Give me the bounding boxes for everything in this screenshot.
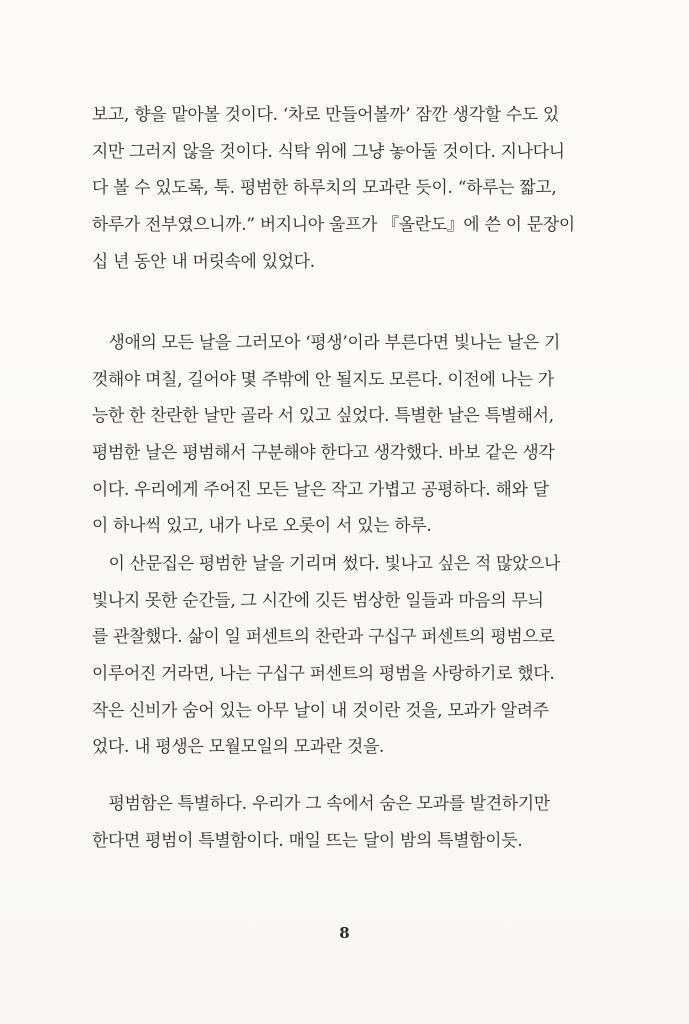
text-line: 하루가 전부였으니까.” 버지니아 울프가 『올란도』에 쓴 이 문장이 [92,214,575,235]
paragraph-3 [92,545,612,765]
text-line: 능한 한 찬란한 날만 골라 서 있고 싶었다. 특별한 날은 특별해서, [92,405,554,426]
text-line: 평범한 날은 평범해서 구분해야 한다고 생각했다. 바보 같은 생각 [92,442,555,463]
page-number: 8 [339,924,350,942]
text-line: 었다. 내 평생은 모월모일의 모과란 것을. [92,736,385,757]
text-line: 생애의 모든 날을 그러모아 ‘평생’이라 부른다면 빛나는 날은 기 [92,332,561,352]
text-line: 평범함은 특별하다. 우리가 그 속에서 숨은 모과를 발견하기만 [92,793,550,813]
text-line: 지만 그러지 않을 것이다. 식탁 위에 그냥 놓아둘 것이다. 지나다니 [92,140,565,161]
text-line: 한다면 평범이 특별함이다. 매일 뜨는 달이 밤의 특별함이듯. [92,829,523,850]
paragraph-1 [92,96,612,279]
text-line: 를 관찰했다. 삶이 일 퍼센트의 찬란과 구십구 퍼센트의 평범으로 [92,626,555,647]
text-line: 이루어진 거라면, 나는 구십구 퍼센트의 평범을 사랑하기로 했다. [92,663,555,684]
text-line: 보고, 향을 맡아볼 것이다. ‘차로 만들어볼까’ 잠깐 생각할 수도 있 [92,104,560,124]
text-line: 다 볼 수 있도록, 툭. 평범한 하루치의 모과란 듯이. “하루는 짧고, [92,177,557,198]
text-line: 십 년 동안 내 머릿속에 있었다. [92,250,315,271]
text-line: 작은 신비가 숨어 있는 아무 날이 내 것이란 것을, 모과가 알려주 [92,699,549,720]
text-line: 빛나지 못한 순간들, 그 시간에 깃든 범상한 일들과 마음의 무늬 [92,589,544,610]
paragraph-2 [92,324,612,544]
text-line: 껏해야 며칠, 길어야 몇 주밖에 안 될지도 모른다. 이전에 나는 가 [92,368,554,389]
text-line: 이 산문집은 평범한 날을 기리며 썼다. 빛나고 싶은 적 많았으나 [92,553,561,573]
paragraph-4 [92,785,612,858]
text-line: 이다. 우리에게 주어진 모든 날은 작고 가볍고 공평하다. 해와 달 [92,478,549,499]
text-line: 이 하나씩 있고, 내가 나로 오롯이 서 있는 하루. [92,515,432,536]
